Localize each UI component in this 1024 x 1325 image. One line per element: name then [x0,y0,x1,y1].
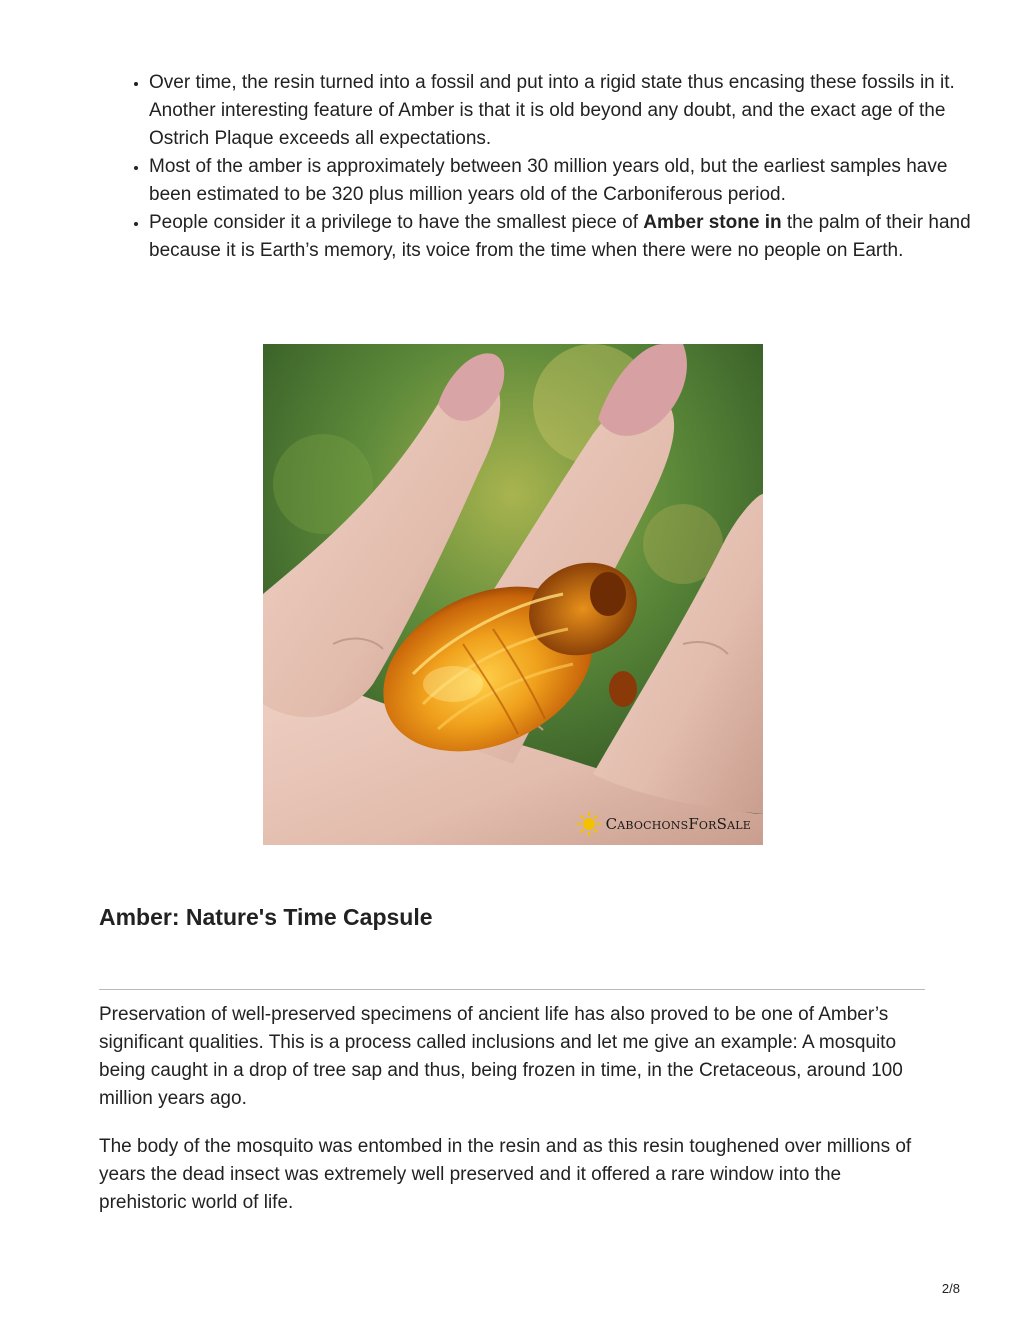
paragraph: The body of the mosquito was entombed in the resin and as this resin toughened over millions of years the dead insect was extremely well preserved and it offered a rare window into the prehistoric world of life. [99,1136,912,1213]
amber-ring-illustration [263,344,763,845]
bullet-item [149,69,979,153]
bullet-text-after: the palm of their hand because it is Earth’s memory, its voice from the time when there were no people on Earth. [149,212,971,261]
bullet-text-bold: Amber stone in [643,212,782,233]
paragraph: Preservation of well-preserved specimens of ancient life has also proved to be one of Amber’s significant qualities. This is a process called inclusions and let me give an example: A mosquito being caught in a drop of tree sap and thus, being frozen in time, in the Cretaceous, around 100 million years ago. [99,1004,903,1109]
page-number: 2/8 [941,1281,960,1296]
bullet-text: Most of the amber is approximately between 30 million years old, but the earliest samples have been estimated to be 320 plus million years old of the Carboniferous period. [149,156,948,205]
amber-ring-photo [263,344,763,845]
bullet-text-before: People consider it a privilege to have the smallest piece of [149,212,644,233]
section-title: Amber: Nature's Time Capsule [99,904,433,930]
watermark-logo [576,811,751,837]
watermark-text: CabochonsForSale [605,815,751,833]
divider [99,989,925,990]
bullet-item [149,209,979,265]
bullet-text: Over time, the resin turned into a fossil and put into a rigid state thus encasing these fossils in it. Another interesting feature of Amber is that it is old beyond any doubt, and the exact age of the Ostrich Plaque exceeds all expectations. [149,72,955,149]
sun-logo-icon [576,811,602,837]
bullet-item [149,153,979,209]
bullet-list [99,69,979,265]
